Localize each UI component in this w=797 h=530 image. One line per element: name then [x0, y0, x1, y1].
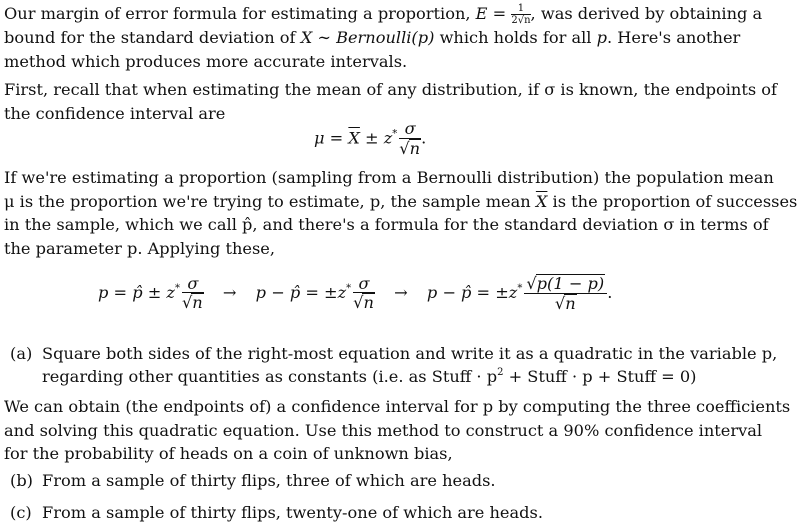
- eq1-period: .: [421, 128, 427, 148]
- item-a-exponent: 2: [497, 367, 504, 378]
- eq1-lhs: μ =: [314, 128, 349, 148]
- eq2c-star: *: [517, 282, 523, 294]
- eq2-period: .: [607, 282, 613, 302]
- item-a-text-2b: + Stuff · p + Stuff = 0): [503, 367, 697, 386]
- item-a-text-2a: regarding other quantities as constants (i.e. as Stuff · p: [42, 367, 498, 386]
- eq2b-lhs: p − p̂ = ±z: [255, 282, 347, 302]
- item-c-text: From a sample of thirty flips, twenty-one of which are heads.: [42, 503, 543, 522]
- eq1-root-n: √n: [399, 138, 421, 158]
- eq2a-lhs: p = p̂ ± z: [98, 282, 175, 302]
- eq1-xbar: $\overline{X}$: [348, 128, 360, 148]
- eq2c-lhs: p − p̂ = ±z: [426, 282, 518, 302]
- eq2c-root-n: √n: [554, 293, 576, 313]
- eq2a-sigma: σ: [182, 275, 204, 294]
- eq2a-fraction: [182, 275, 204, 313]
- intro-text-2b: which holds for all: [434, 28, 597, 47]
- eq2b-n: n: [363, 293, 374, 313]
- proportion-paragraph: [4, 166, 797, 260]
- item-c-label: (c): [10, 503, 32, 522]
- eq2a-star: *: [174, 282, 180, 294]
- eq1-sigma: σ: [399, 120, 421, 139]
- tilde-symbol: ∼: [312, 28, 337, 47]
- symbol-E: E: [475, 4, 488, 23]
- proportion-text-2b: is the proportion of successes: [547, 191, 797, 211]
- bernoulli-arg: (p): [411, 28, 435, 47]
- eq1-pm-z: ± z: [359, 128, 393, 148]
- recall-line-2: the confidence interval are: [4, 103, 226, 123]
- proportion-line-3: in the sample, which we call p̂, and there's a formula for the standard deviation σ in terms of: [4, 215, 769, 234]
- intro-line-2: [4, 26, 754, 50]
- bernoulli-name: Bernoulli: [336, 28, 412, 47]
- intro-text-1b: , was derived by obtaining a: [530, 4, 763, 23]
- eq1-fraction: [399, 120, 421, 158]
- eq1-n: n: [409, 138, 421, 158]
- item-a-line-2: [42, 365, 754, 388]
- eq2a-root-n: √n: [181, 293, 203, 313]
- method-line-2: and solving this quadratic equation. Use this method to construct a 90% confidence interval: [4, 420, 763, 440]
- item-a-label: (a): [10, 344, 33, 363]
- item-b-label: (b): [10, 471, 33, 490]
- item-a-line-1: Square both sides of the right-most equation and write it as a quadratic in the variable p,: [42, 344, 778, 363]
- intro-line-1: [4, 2, 763, 26]
- equation-mean-ci: [314, 120, 426, 158]
- fraction-1-over-2-root-n: [511, 3, 530, 26]
- item-b-text: From a sample of thirty flips, three of which are heads.: [42, 471, 496, 490]
- intro-text-2a: bound for the standard deviation of: [4, 28, 301, 47]
- eq2c-p-one-minus-p: p(1 − p): [536, 274, 605, 293]
- arrow-2: →: [394, 282, 408, 302]
- symbol-X: X: [300, 28, 313, 47]
- recall-line-1: First, recall that when estimating the mean of any distribution, if σ is known, the endpoints of: [4, 80, 778, 99]
- fraction-denominator: 2√n: [511, 15, 531, 26]
- intro-text-2c: . Here's another: [606, 28, 741, 47]
- proportion-xbar: $\overline{X}$: [535, 191, 548, 211]
- symbol-p: p: [596, 28, 607, 47]
- proportion-line-4: the parameter p. Applying these,: [4, 238, 275, 258]
- intro-text-1a: Our margin of error formula for estimating a proportion,: [4, 4, 476, 23]
- fraction-numerator: 1: [511, 3, 530, 15]
- proportion-text-2a: μ is the proportion we're trying to estimate, p, the sample mean: [4, 191, 536, 211]
- eq1-star: *: [392, 128, 398, 140]
- eq2c-root-numerator: √p(1 − p): [524, 274, 607, 294]
- eq2b-fraction: [353, 275, 375, 313]
- intro-line-3: method which produces more accurate intervals.: [4, 51, 408, 71]
- method-paragraph: [4, 395, 791, 466]
- intro-paragraph: [4, 2, 763, 73]
- proportion-line-1: If we're estimating a proportion (sampling from a Bernoulli distribution) the population mean: [4, 168, 774, 187]
- item-a-text: [42, 342, 778, 388]
- eq2b-star: *: [346, 282, 352, 294]
- proportion-line-2: [4, 190, 797, 214]
- equation-proportion-chain: [98, 274, 612, 313]
- eq2a-n: n: [192, 293, 203, 313]
- eq2b-sigma: σ: [353, 275, 375, 294]
- equals-sign: =: [487, 4, 512, 23]
- eq2c-fraction: [524, 274, 607, 313]
- method-line-1: We can obtain (the endpoints of) a confidence interval for p by computing the three coefficients: [4, 397, 791, 416]
- arrow-1: →: [222, 282, 237, 302]
- eq2b-root-n: √n: [353, 293, 374, 313]
- method-line-3: for the probability of heads on a coin of unknown bias,: [4, 444, 453, 463]
- recall-paragraph: [4, 78, 778, 125]
- eq2c-n: n: [565, 293, 576, 313]
